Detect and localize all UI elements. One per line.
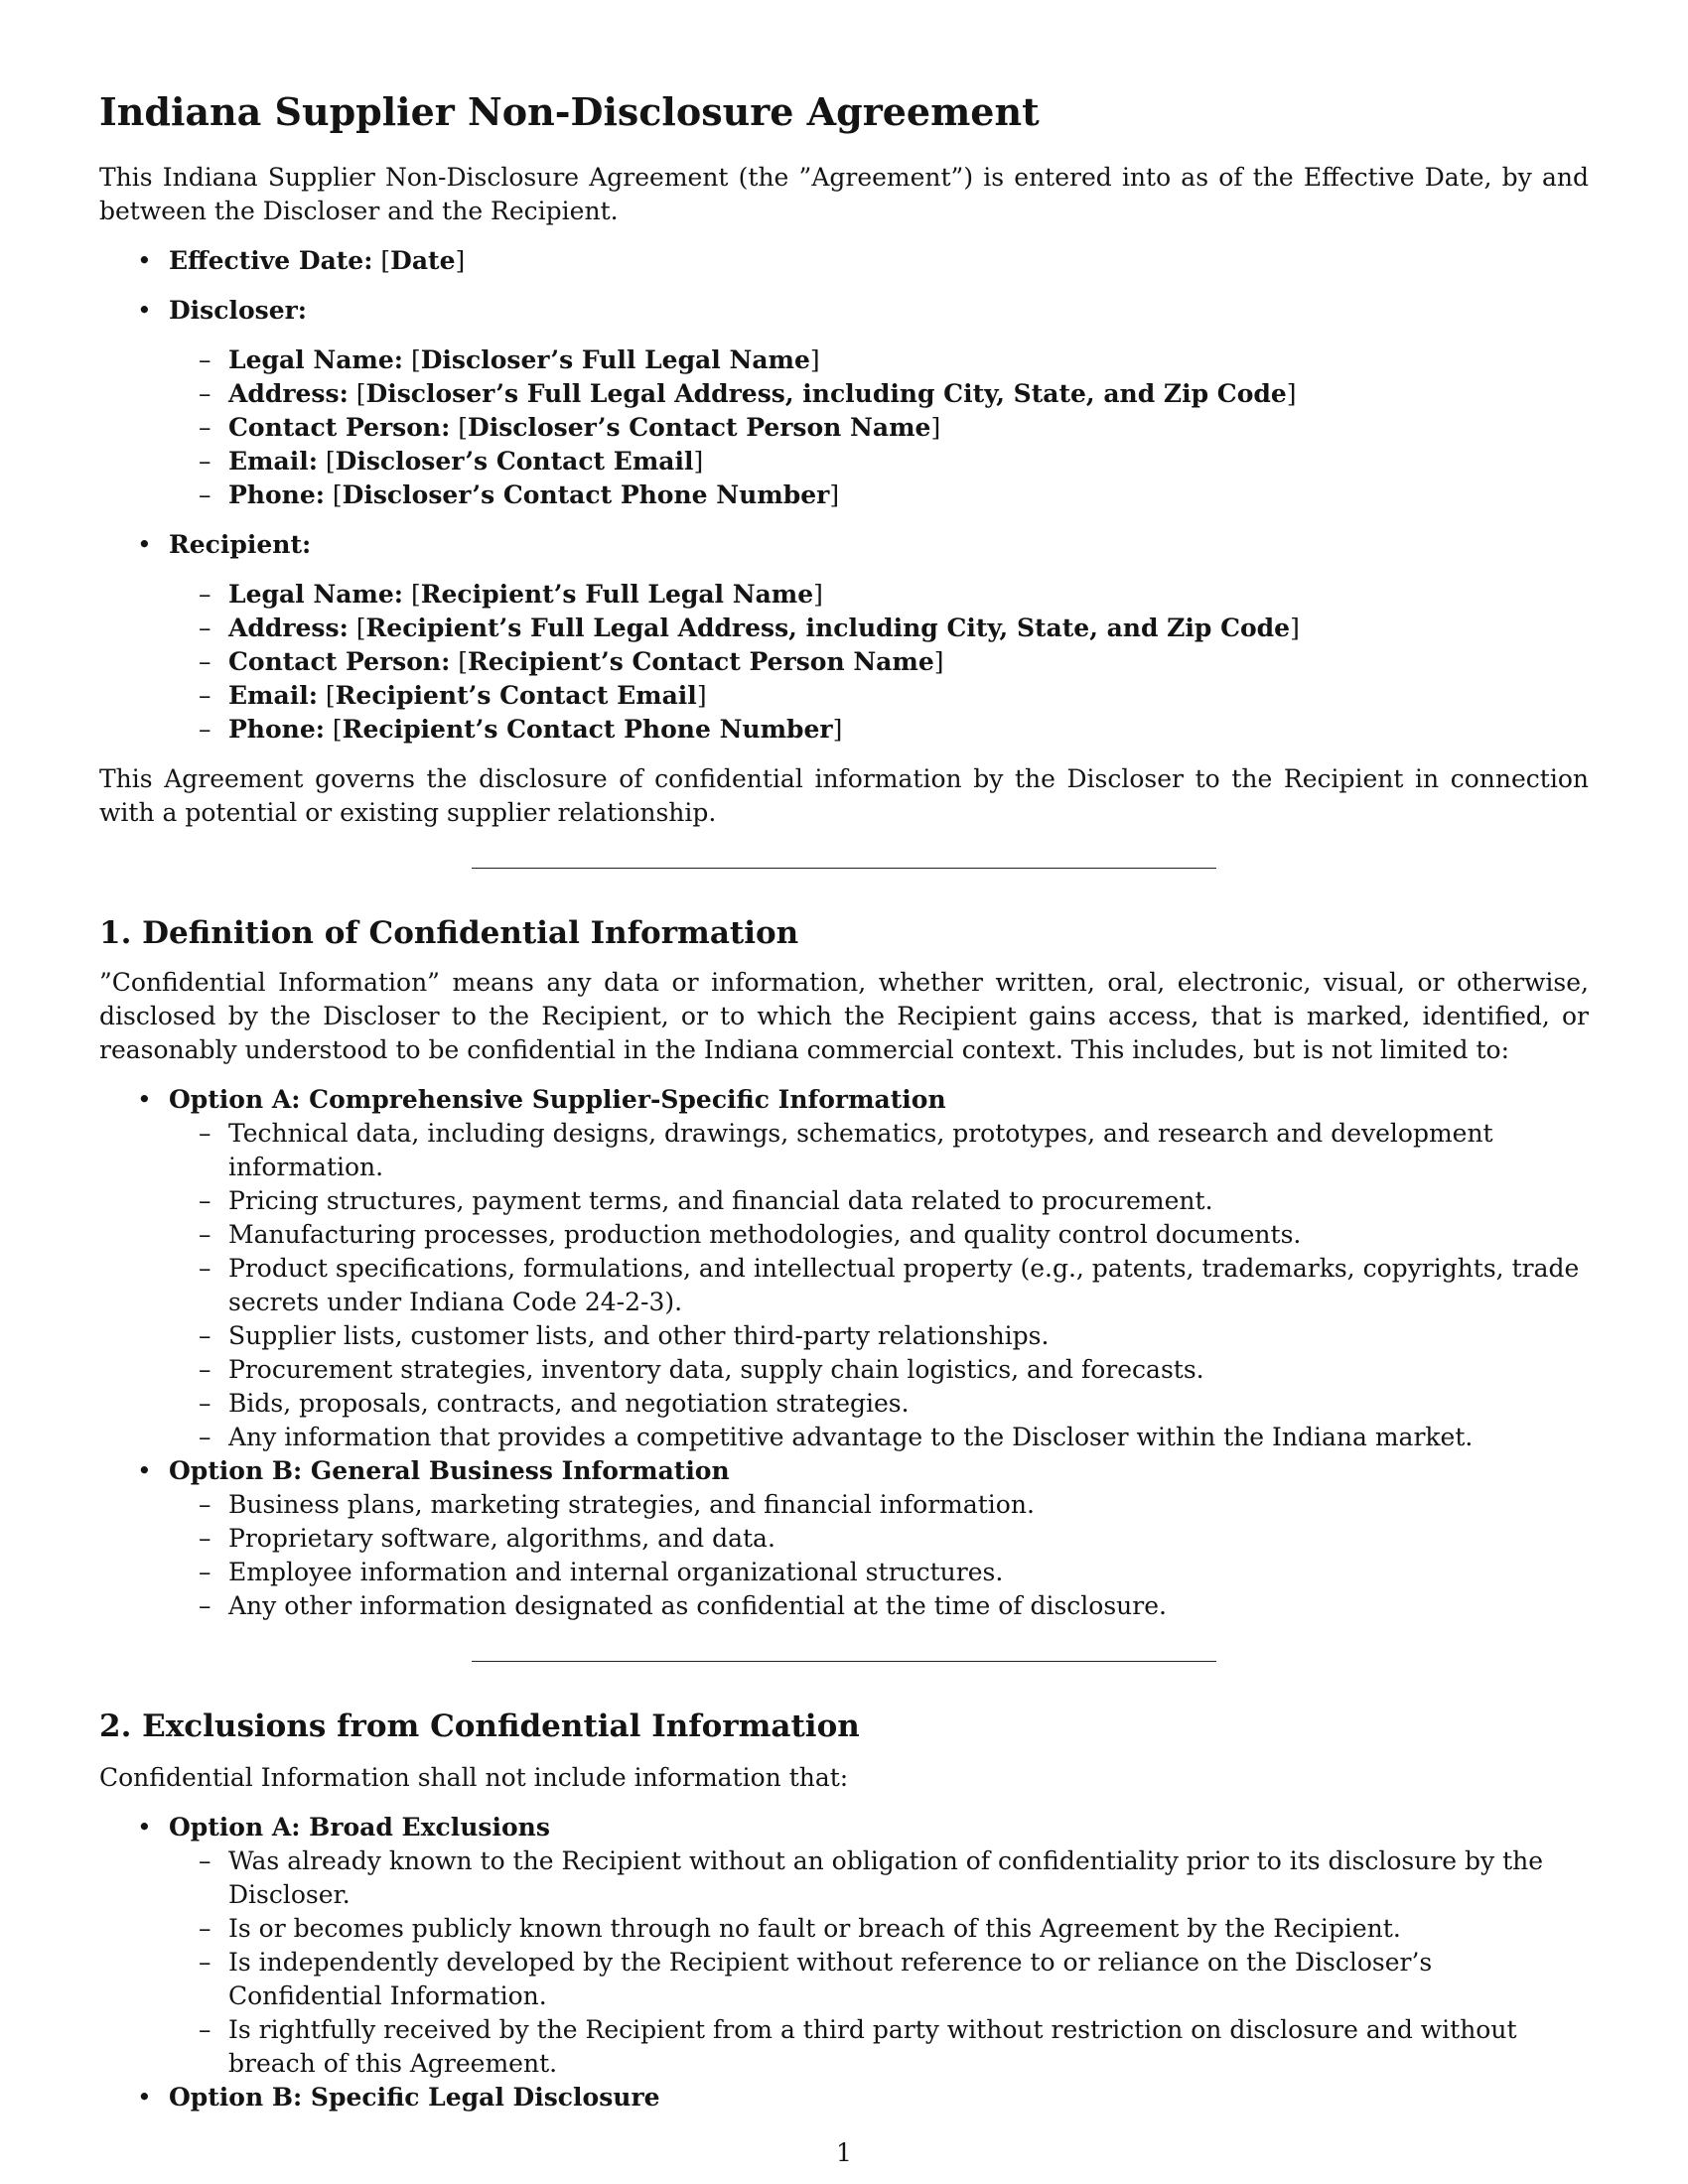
discloser-contact-person: – Contact Person: [Discloser’s Contact Person Name] (169, 411, 1589, 445)
recipient-address: – Address: [Recipient’s Full Legal Address, including City, State, and Zip Code] (169, 612, 1589, 645)
section-divider (472, 868, 1216, 869)
field-label: Address: (228, 614, 349, 642)
field-value: Discloser’s Contact Person Name (468, 413, 931, 442)
recipient-item (99, 528, 1589, 747)
page-number: 1 (836, 2138, 852, 2167)
section-1-option-a (99, 1083, 1589, 1454)
field-label: Legal Name: (228, 345, 404, 374)
discloser-legal-name: – Legal Name: [Discloser’s Full Legal Name] (169, 343, 1589, 377)
list-item: – Supplier lists, customer lists, and other third-party relationships. (169, 1319, 1589, 1353)
field-label: Email: (228, 447, 318, 476)
field-label: Address: (228, 379, 349, 408)
field-value: Discloser’s Full Legal Name (420, 345, 810, 374)
effective-date-value: Date (390, 246, 456, 275)
field-label: Phone: (228, 480, 325, 509)
recipient-label: Recipient: (169, 530, 312, 559)
section-2-heading: 2. Exclusions from Confidential Information (99, 1708, 860, 1744)
option-a-items (169, 1844, 1589, 2081)
section-2-option-a (99, 1811, 1589, 2081)
field-value: Discloser’s Contact Phone Number (342, 480, 830, 509)
discloser-address: – Address: [Discloser’s Full Legal Address, including City, State, and Zip Code] (169, 377, 1589, 411)
discloser-phone: – Phone: [Discloser’s Contact Phone Number] (169, 478, 1589, 512)
field-value: Recipient’s Contact Phone Number (342, 715, 833, 744)
discloser-label: Discloser: (169, 296, 308, 325)
field-value: Recipient’s Contact Email (335, 681, 697, 710)
list-item: – Employee information and internal organizational structures. (169, 1556, 1589, 1589)
option-b-items (169, 1488, 1589, 1623)
field-value: Discloser’s Full Legal Address, including City, State, and Zip Code (365, 379, 1287, 408)
field-value: Recipient’s Full Legal Address, including City, State, and Zip Code (365, 614, 1291, 642)
list-item: – Bids, proposals, contracts, and negotiation strategies. (169, 1387, 1589, 1421)
intro-paragraph: This Indiana Supplier Non-Disclosure Agreement (the ”Agreement”) is entered into as of the Effective Date, by and between the Discloser and the Recipient. (99, 163, 1589, 225)
discloser-fields (169, 343, 1589, 512)
list-item: – Product specifications, formulations, and intellectual property (e.g., patents, trademarks, copyrights, trade secrets under Indiana Code 24-2-3). (169, 1252, 1589, 1319)
section-2-option-b (99, 2081, 1589, 2115)
list-item: – Any other information designated as confidential at the time of disclosure. (169, 1589, 1589, 1623)
option-label: Option B: Specific Legal Disclosure (169, 2083, 660, 2112)
section-1-lead: ”Confidential Information” means any data or information, whether written, oral, electronic, visual, or otherwise, disclosed by the Discloser to the Recipient, or to which the Recipient gains access, that is marked, identified, or reasonably understood to be confidential in the Indiana commercial context. This includes, but is not limited to: (99, 968, 1589, 1064)
field-label: Email: (228, 681, 318, 710)
recipient-legal-name: – Legal Name: [Recipient’s Full Legal Name] (169, 578, 1589, 612)
section-2-lead: Confidential Information shall not include information that: (99, 1763, 849, 1792)
list-item: – Technical data, including designs, drawings, schematics, prototypes, and research and development information. (169, 1117, 1589, 1184)
effective-date-item: • Effective Date: [Date] (99, 244, 1589, 278)
field-label: Phone: (228, 715, 325, 744)
list-item: – Business plans, marketing strategies, and financial information. (169, 1488, 1589, 1522)
field-value: Discloser’s Contact Email (335, 447, 694, 476)
document-title: Indiana Supplier Non-Disclosure Agreement (99, 89, 1040, 134)
list-item: – Is rightfully received by the Recipient from a third party without restriction on disclosure and without breach of this Agreement. (169, 2013, 1589, 2081)
discloser-email: – Email: [Discloser’s Contact Email] (169, 445, 1589, 478)
field-value: Recipient’s Contact Person Name (468, 647, 934, 676)
list-item: – Was already known to the Recipient without an obligation of confidentiality prior to its disclosure by the Discloser. (169, 1844, 1589, 1912)
closing-paragraph: This Agreement governs the disclosure of confidential information by the Discloser to the Recipient in connection with a potential or existing supplier relationship. (99, 764, 1589, 827)
field-label: Contact Person: (228, 413, 451, 442)
option-label: Option A: Comprehensive Supplier-Specific Information (169, 1085, 946, 1114)
section-divider (472, 1661, 1216, 1662)
parties-list (99, 244, 1589, 747)
option-a-items (169, 1117, 1589, 1454)
recipient-contact-person: – Contact Person: [Recipient’s Contact Person Name] (169, 645, 1589, 679)
section-2-options (99, 1811, 1589, 2115)
effective-date-label: Effective Date: (169, 246, 373, 275)
list-item: – Any information that provides a competitive advantage to the Discloser within the Indiana market. (169, 1421, 1589, 1454)
section-1-option-b (99, 1454, 1589, 1623)
option-label: Option B: General Business Information (169, 1456, 730, 1485)
recipient-fields (169, 578, 1589, 747)
list-item: – Is independently developed by the Recipient without reference to or reliance on the Discloser’s Confidential Information. (169, 1946, 1589, 2013)
list-item: – Proprietary software, algorithms, and data. (169, 1522, 1589, 1556)
field-label: Contact Person: (228, 647, 451, 676)
recipient-email: – Email: [Recipient’s Contact Email] (169, 679, 1589, 713)
field-label: Legal Name: (228, 580, 404, 609)
field-value: Recipient’s Full Legal Name (420, 580, 814, 609)
list-item: – Pricing structures, payment terms, and financial data related to procurement. (169, 1184, 1589, 1218)
option-label: Option A: Broad Exclusions (169, 1813, 550, 1842)
document-body (99, 85, 1589, 2115)
section-1-options (99, 1083, 1589, 1623)
list-item: – Is or becomes publicly known through no fault or breach of this Agreement by the Recipient. (169, 1912, 1589, 1946)
list-item: – Manufacturing processes, production methodologies, and quality control documents. (169, 1218, 1589, 1252)
discloser-item (99, 294, 1589, 512)
recipient-phone: – Phone: [Recipient’s Contact Phone Number] (169, 713, 1589, 747)
list-item: – Procurement strategies, inventory data, supply chain logistics, and forecasts. (169, 1353, 1589, 1387)
section-1-heading: 1. Definition of Confidential Information (99, 915, 799, 951)
